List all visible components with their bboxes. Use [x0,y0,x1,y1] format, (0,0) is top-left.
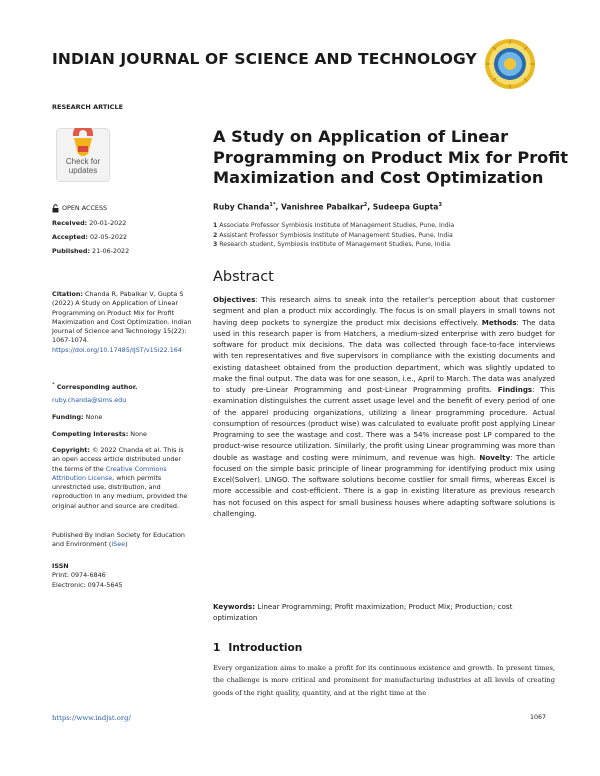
funding: Funding: None [52,413,103,421]
author-list [213,202,442,212]
author-sup: 2 [363,202,368,208]
dates-block [52,216,192,258]
citation: Citation: Chanda R, Pabalkar V, Gupta S (2022) A Study on Application of Linear Programming on Product Mix for Profit Maximization and Cost Optimization. Indian Journal of Science and Technology 15(22): 1067-1074. https://doi.org/10.17485/IJST/v15i22.164 [52,290,192,354]
author-name: Ruby Chanda [213,202,270,212]
section-heading: 1 Introduction [213,642,303,654]
corresponding-author: * Corresponding author. [52,382,138,392]
affiliations [213,221,454,250]
issn-electronic: Electronic: 0974-5645 [52,580,123,589]
issn-print: Print: 0974-6846 [52,571,106,580]
open-lock-icon [52,204,59,213]
accepted-date: Accepted: 02-05-2022 [52,233,128,241]
published-date: Published: 21-06-2022 [52,247,130,255]
affiliation-item: 3 Research student, Symbiosis Institute of Management Studies, Pune, India [213,241,450,249]
page-number: 1067 [530,714,547,721]
check-for-line-2: updates [68,166,98,175]
author-sep: , [275,202,281,212]
doi-link[interactable]: https://doi.org/10.17485/IJST/v15i22.164 [52,345,182,354]
issn-block: ISSN Print: 0974-6846 Electronic: 0974-5645 [52,562,192,590]
author-name: Vanishree Pabalkar [280,202,364,212]
license-link[interactable]: Creative Commons Attribution License [52,464,167,482]
author-sup: 1* [269,202,276,208]
introduction-text: Every organization aims to make a profit for its continuous existence and growth. In present times, the challenge is more critical and prominent for manufacturing industries at all levels of creating goods of the right quality, quantity, and at the right time at the [213,664,555,697]
affiliation-item: 1 Associate Professor Symbiosis Institute of Management Studies, Pune, India [213,222,455,229]
affiliation-item: 2 Assistant Professor Symbiosis Institute of Management Studies, Pune, India [213,231,453,239]
check-for-updates-badge[interactable] [56,128,110,182]
author-email-link[interactable]: ruby.chanda@sims.edu [52,396,127,404]
article-type: RESEARCH ARTICLE [52,103,124,111]
check-for-line-1: Check for [65,157,101,166]
journal-seal-icon [484,38,536,90]
open-access-badge [52,204,192,213]
check-for-updates-icon [56,128,110,182]
keywords: Keywords: Linear Programming; Profit maximization; Product Mix; Production; cost optimization [213,602,513,623]
open-access-label: OPEN ACCESS [62,204,108,212]
article-title: A Study on Application of Linear Programming on Product Mix for Profit Maximization and Cost Optimization [213,127,569,187]
abstract-heading: Abstract [213,269,274,285]
journal-title: INDIAN JOURNAL OF SCIENCE AND TECHNOLOGY [52,50,477,68]
journal-url-link[interactable]: https://www.indjst.org/ [52,714,131,722]
received-date: Received: 20-01-2022 [52,219,127,227]
competing-interests: Competing Interests: None [52,430,147,438]
publisher: Published By Indian Society for Education and Environment (iSee) [52,531,185,549]
copyright: Copyright: © 2022 Chanda et al. This is an open access article distributed under the terms of the Creative Commons Attribution License, which permits unrestricted use, distribution, and reproduction in any medium, provided the original author and source are credited. [52,446,188,510]
abstract-body: Objectives: This research aims to sneak into the retailer’s perception about that customer segment and plan a product mix accordingly. The focus is on small players in small towns not having deep pockets to synergize the product mix decisions effectively. Methods: The data used in this research paper is from Hatchers, a medium-sized enterprise with zero budget for software for product mix decisions. The data was collected through face-to-face interviews with ten representatives and five supervisors in compliance with the existing documents and existing datasheet obtained from the production department, which was slightly updated to make the final output. The data was for one season, i.e., April to March. The data was analyzed to study pre-Linear Programming and post-Linear Programming profits. Findings: This examination distinguishes the current asset usage level and the benefit of every period of one of the apparel producing organizations, utilizing a linear programming procedure. Actual consumption of resources (product wise) was calculated to evaluate profit post applying Linear Programing to see the wastage and cost. There was a 54% increase post LP compared to the product-wise resource utilization. Similarly, the profit using Linear programming was more than double as wastage and costing were minimum, and revenue was high. Novelty: The article focused on the simple basic principle of linear programming for identifying product mix using Excel(Solver). LINGO. The software solutions become costlier for small firms, whereas Excel is more accessible and cost-efficient. There is a gap in existing literature as previous research has not focused on this aspect for small business houses where adapting software solutions is challenging. [213,295,556,518]
author-name: Sudeepa Gupta [372,202,439,212]
isee-link[interactable]: iSee [111,540,126,549]
author-sup: 3 [438,202,442,208]
author-sep: , [367,202,373,212]
